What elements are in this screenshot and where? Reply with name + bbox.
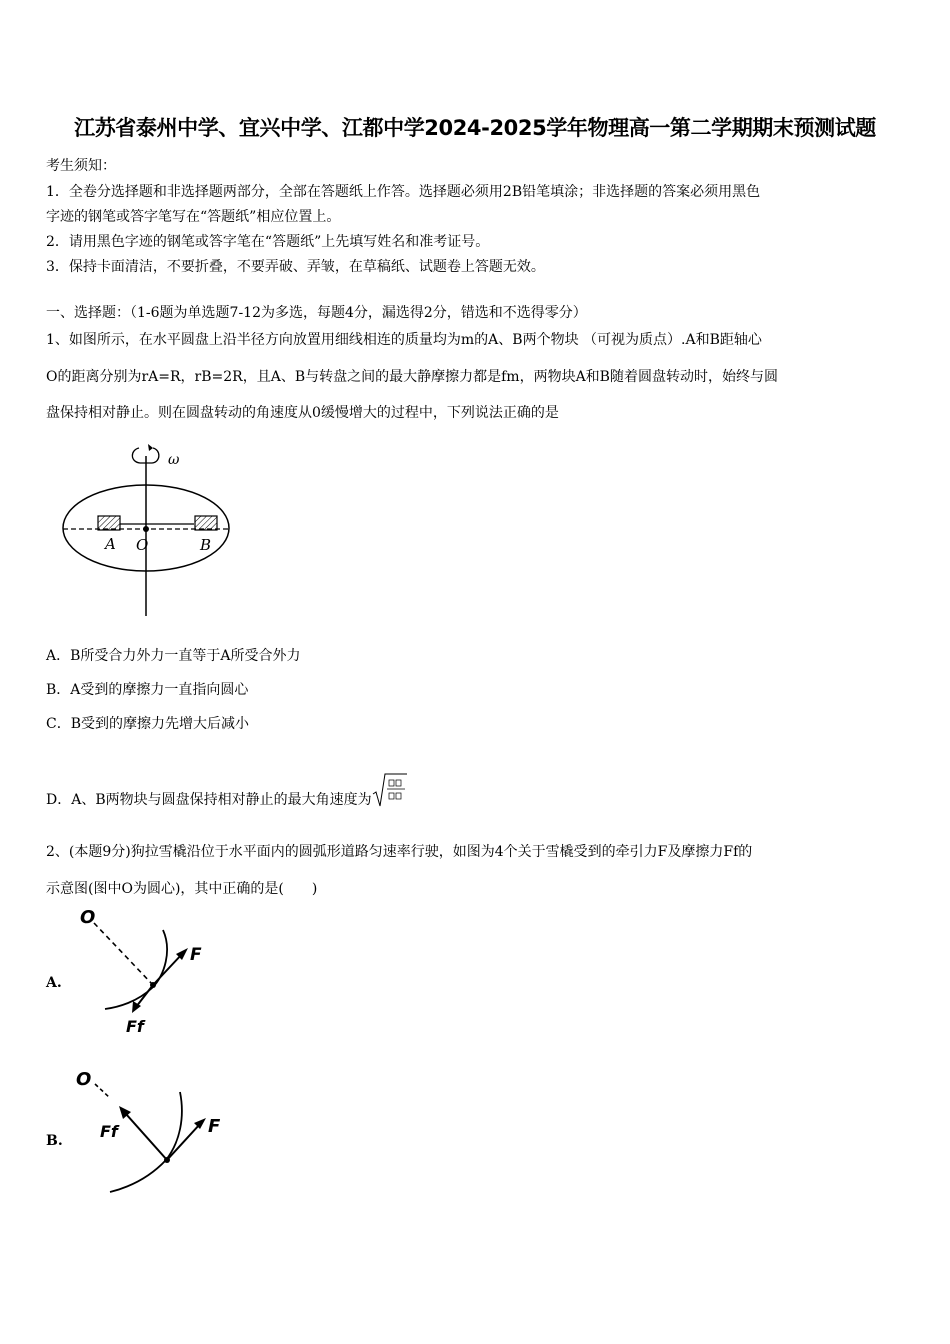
notice-item-2: 2．请用黑色字迹的钢笔或答字笔在“答题纸”上先填写姓名和准考证号。 bbox=[46, 234, 490, 250]
question-1-disk-figure bbox=[60, 436, 240, 618]
question-1-option-d-text: D．A、B两物块与圆盘保持相对静止的最大角速度为 bbox=[46, 792, 372, 808]
traction-force-arrow bbox=[153, 953, 183, 985]
arc-path bbox=[105, 930, 167, 1009]
question-2-option-b-label[interactable]: B. bbox=[46, 1133, 63, 1149]
sqrt-formula-image bbox=[372, 772, 408, 812]
question-2-text-line-1: 2、(本题9分)狗拉雪橇沿位于水平面内的圆弧形道路匀速率行驶，如图为4个关于雪橇受到的牵引力F及摩擦力Ff的 bbox=[46, 844, 753, 860]
friction-force-arrow bbox=[136, 985, 153, 1007]
question-1-option-c[interactable]: C．B受到的摩擦力先增大后减小 bbox=[46, 716, 249, 732]
force-f-label: F bbox=[190, 945, 202, 965]
force-f-label: F bbox=[208, 1116, 221, 1137]
sqrt-sign bbox=[373, 774, 407, 806]
label-b: B bbox=[200, 536, 212, 554]
question-2-option-a-figure[interactable] bbox=[70, 905, 220, 1040]
block-b bbox=[195, 516, 217, 530]
traction-force-arrow bbox=[167, 1124, 200, 1160]
section-heading: 一、选择题：（1-6题为单选题7-12为多选，每题4分，漏选得2分，错选和不选得零分） bbox=[46, 305, 587, 321]
notice-item-3: 3．保持卡面清洁，不要折叠，不要弄破、弄皱，在草稿纸、试题卷上答题无效。 bbox=[46, 259, 545, 275]
friction-force-arrow bbox=[126, 1114, 167, 1160]
page-title: 江苏省泰州中学、宜兴中学、江都中学2024-2025学年物理高一第二学期期末预测试题 bbox=[74, 116, 876, 140]
center-o-label: O bbox=[80, 907, 96, 928]
question-2-text-line-2: 示意图(图中O为圆心)，其中正确的是( ) bbox=[46, 881, 318, 897]
notice-item-1-line-1: 1．全卷分选择题和非选择题两部分，全部在答题纸上作答。选择题必须用2B铅笔填涂；非选择题的答案必须用黑色 bbox=[46, 184, 761, 200]
question-2-option-a-label[interactable]: A. bbox=[46, 975, 62, 991]
label-o: O bbox=[136, 536, 149, 554]
radius-dashed-line bbox=[94, 923, 153, 985]
center-point bbox=[143, 526, 149, 532]
question-1-option-a[interactable]: A．B所受合力外力一直等于A所受合外力 bbox=[46, 648, 301, 664]
question-1-option-b[interactable]: B．A受到的摩擦力一直指向圆心 bbox=[46, 682, 249, 698]
notice-heading: 考生须知： bbox=[46, 158, 116, 174]
friction-ff-label: Ff bbox=[100, 1122, 118, 1141]
question-1-text-line-2: O的距离分别为rA=R，rB=2R，且A、B与转盘之间的最大静摩擦力都是fm，两物块A和B随着圆盘转动时，始终与圆 bbox=[46, 369, 778, 385]
omega-label: ω bbox=[168, 452, 180, 468]
sled-point bbox=[164, 1157, 170, 1163]
question-1-text-line-3: 盘保持相对静止。则在圆盘转动的角速度从0缓慢增大的过程中，下列说法正确的是 bbox=[46, 405, 559, 421]
notice-item-1-line-2: 字迹的钢笔或答字笔写在“答题纸”相应位置上。 bbox=[46, 209, 341, 225]
label-a: A bbox=[105, 535, 116, 553]
friction-ff-label: Ff bbox=[126, 1017, 144, 1036]
radius-dashed-line bbox=[95, 1084, 110, 1098]
block-a bbox=[98, 516, 120, 530]
center-o-label: O bbox=[76, 1069, 92, 1090]
question-2-option-b-figure[interactable] bbox=[70, 1062, 240, 1197]
sled-point bbox=[150, 982, 156, 988]
rotation-arrowhead bbox=[148, 444, 153, 451]
question-1-option-d[interactable] bbox=[46, 772, 408, 812]
question-1-text-line-1: 1、如图所示，在水平圆盘上沿半径方向放置用细线相连的质量均为m的A、B两个物块 （可视为质点）.A和B距轴心 bbox=[46, 332, 762, 348]
